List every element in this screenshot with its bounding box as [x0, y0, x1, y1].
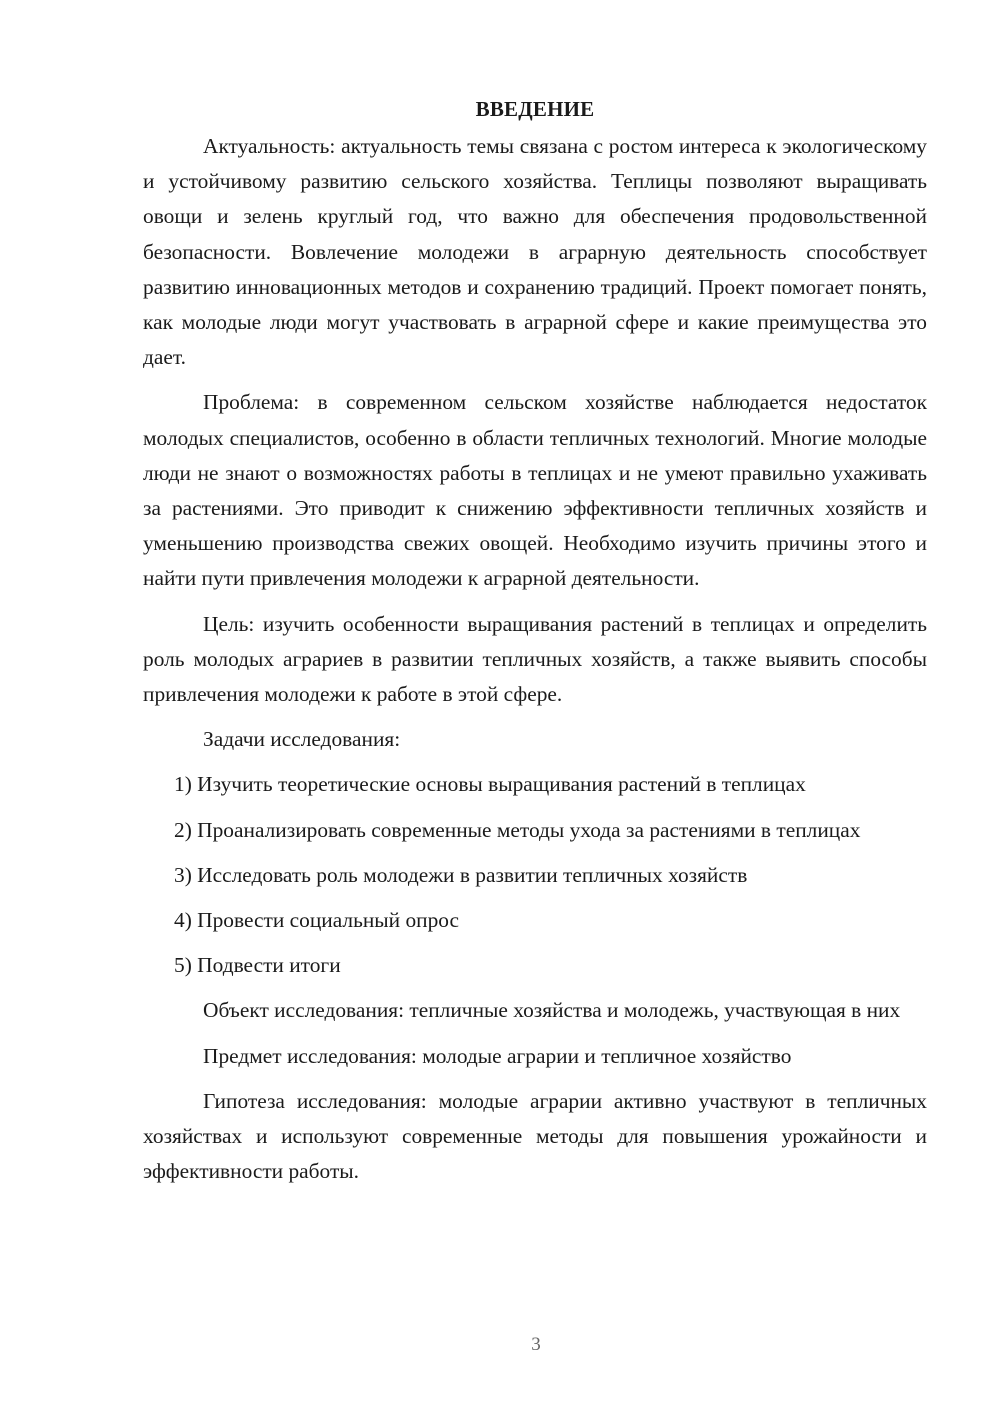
section-title: ВВЕДЕНИЕ	[475, 97, 595, 121]
task-item-3: 3) Исследовать роль молодежи в развитии тепличных хозяйств	[174, 862, 748, 887]
paragraph-problem: Проблема: в современном сельском хозяйстве наблюдается недостаток молодых специалистов, особенно в области тепличных технологий. Многие молодые люди не знают о возможностях работы в теплицах и не умеют правильно ухаживать за растениями. Это приводит к снижению эффективности тепличных хозяйств и уменьшению производства свежих овощей. Необходимо изучить причины этого и найти пути привлечения молодежи к аграрной деятельности.	[143, 390, 927, 591]
task-item-5: 5) Подвести итоги	[174, 953, 341, 978]
document-page	[143, 92, 927, 1189]
paragraph-subject: Предмет исследования: молодые аграрии и тепличное хозяйство	[203, 1043, 792, 1068]
task-item-4: 4) Провести социальный опрос	[174, 908, 460, 933]
paragraph-goal: Цель: изучить особенности выращивания растений в теплицах и определить роль молодых аграриев в развитии тепличных хозяйств, а также выявить способы привлечения молодежи к работе в этой сфере.	[143, 611, 927, 707]
paragraph-hypothesis: Гипотеза исследования: молодые аграрии активно участвуют в тепличных хозяйствах и используют современные методы для повышения урожайности и эффективности работы.	[143, 1088, 927, 1184]
paragraph-relevance: Актуальность: актуальность темы связана с ростом интереса к экологическому и устойчивому развитию сельского хозяйства. Теплицы позволяют выращивать овощи и зелень круглый год, что важно для обеспечения продовольственной безопасности. Вовлечение молодежи в аграрную деятельность способствует развитию инновационных методов и сохранению традиций. Проект помогает понять, как молодые люди могут участвовать в аграрной сфере и какие преимущества это дает.	[143, 134, 927, 370]
task-item-1: 1) Изучить теоретические основы выращивания растений в теплицах	[174, 772, 806, 797]
task-item-2: 2) Проанализировать современные методы ухода за растениями в теплицах	[174, 817, 861, 842]
paragraph-object: Объект исследования: тепличные хозяйства и молодежь, участвующая в них	[203, 998, 901, 1023]
paragraph-tasks-heading: Задачи исследования:	[203, 727, 401, 752]
page-number: 3	[531, 1334, 541, 1355]
